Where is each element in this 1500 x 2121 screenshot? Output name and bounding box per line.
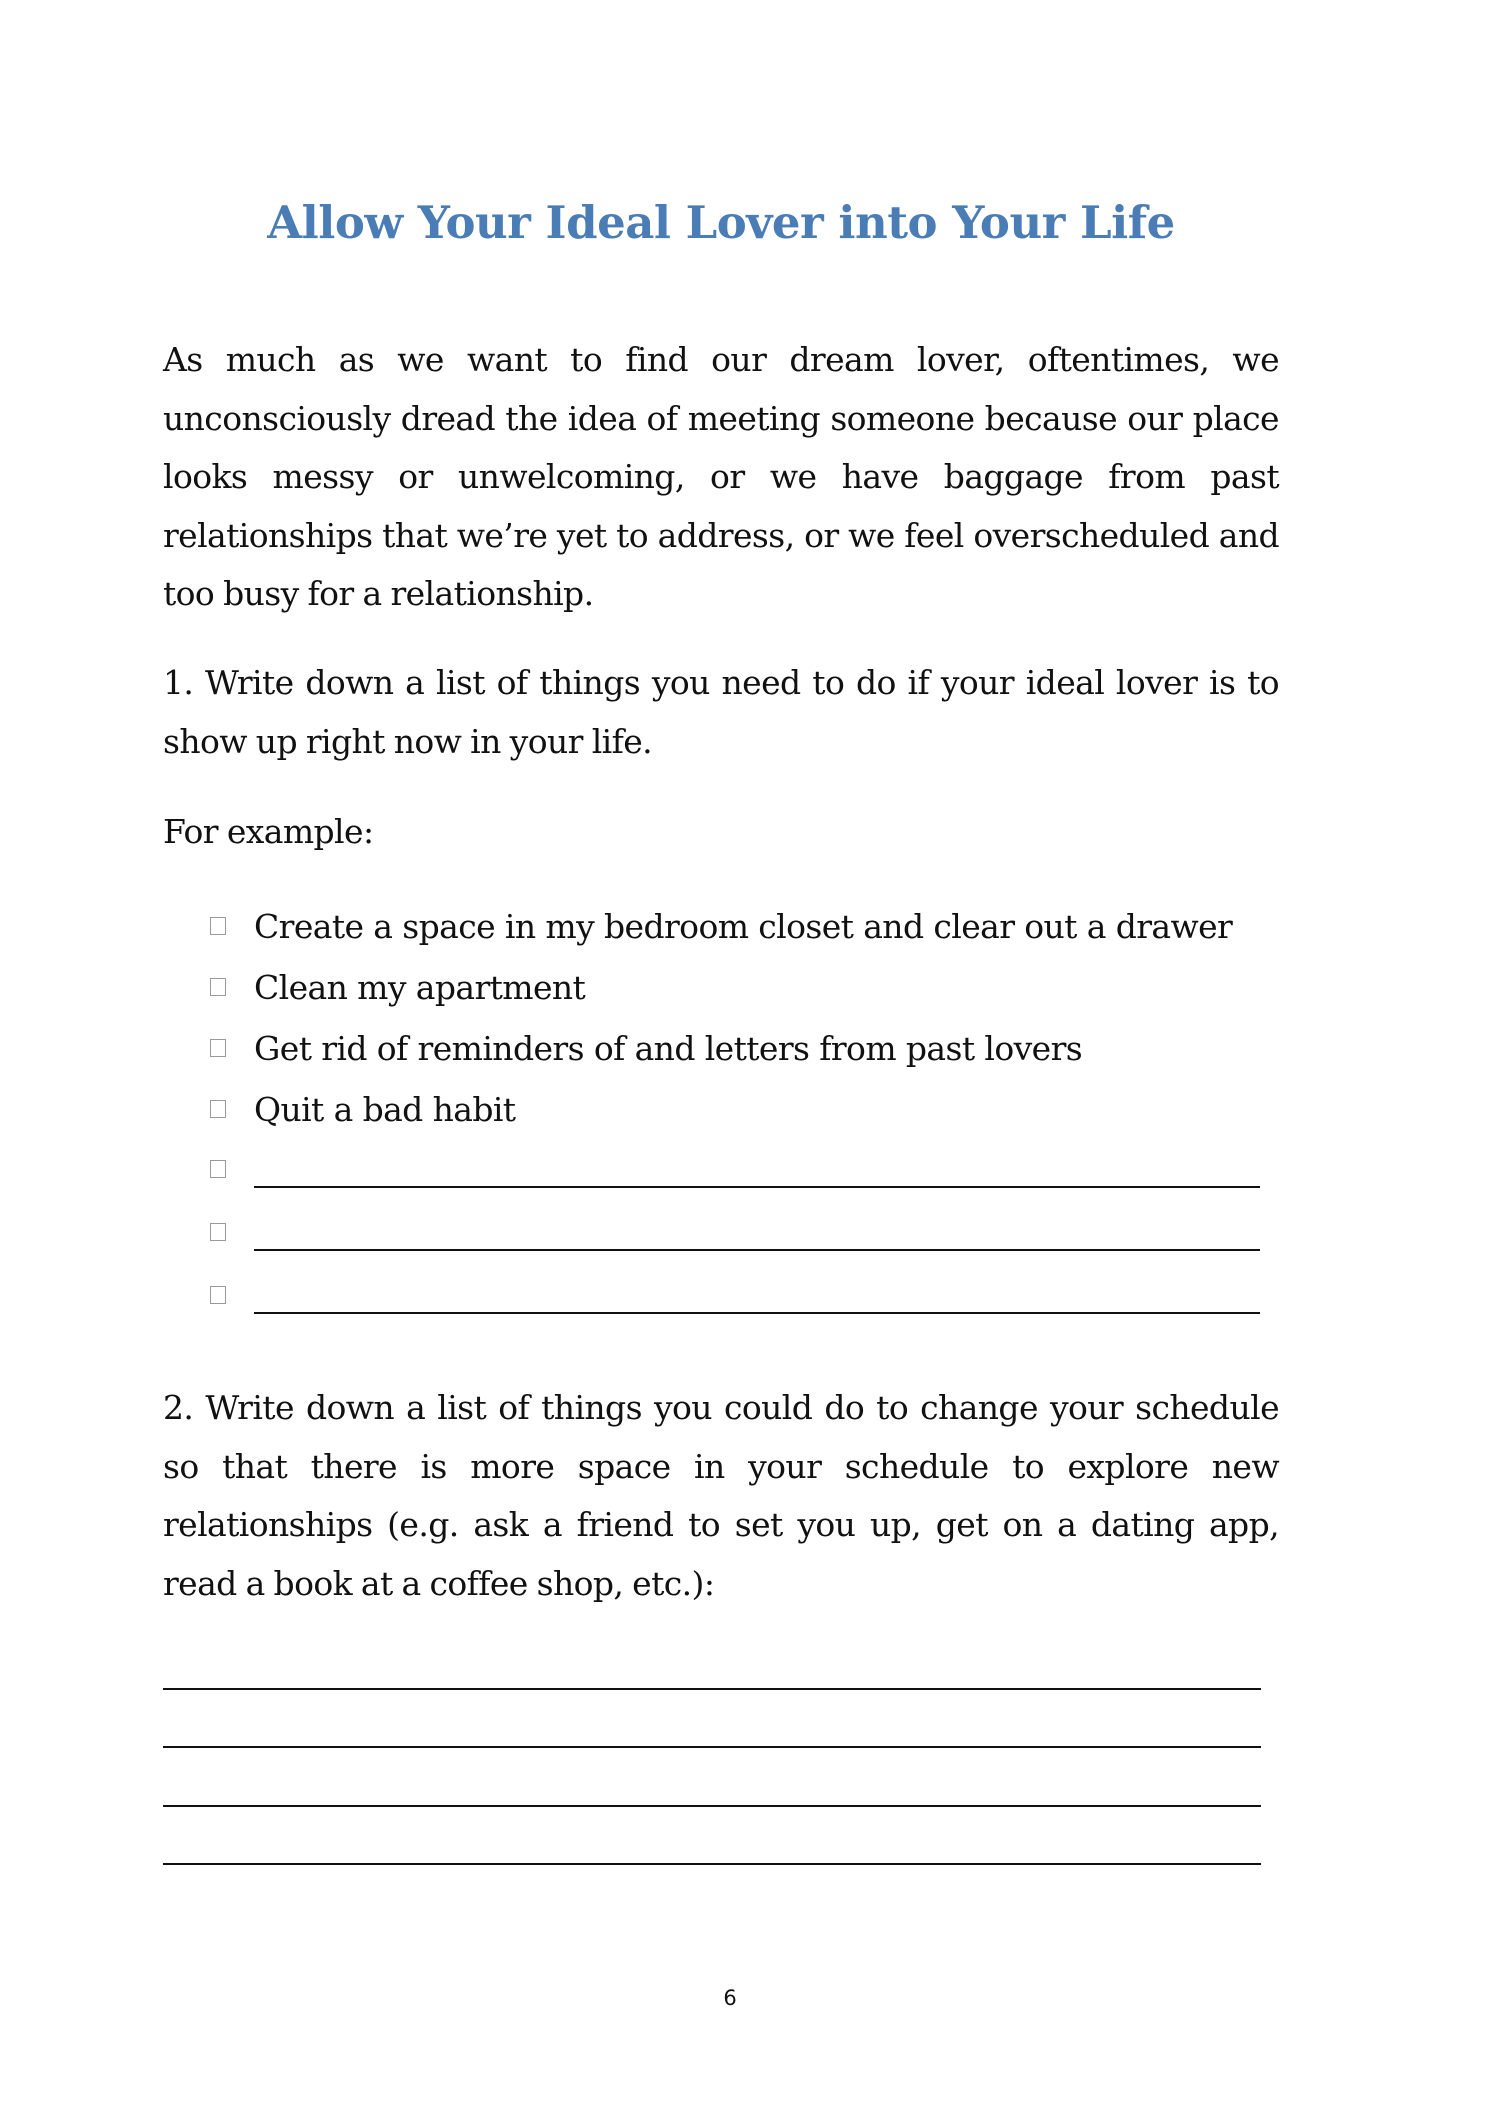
checklist-item bbox=[210, 1087, 515, 1131]
checklist-blank-item bbox=[210, 1147, 1260, 1191]
question-2: 2. Write down a list of things you could do to change your schedule so that there is more space in your schedule to explore new relationships (e.g. ask a friend to set you up, get on a dating app, read a book at a coffee shop, etc.): bbox=[163, 1388, 1279, 1603]
page-title: Allow Your Ideal Lover into Your Life bbox=[267, 196, 1175, 249]
checkbox-icon[interactable] bbox=[210, 1160, 226, 1178]
checklist-item bbox=[210, 965, 585, 1009]
answer-line[interactable] bbox=[163, 1863, 1261, 1865]
checklist-item-text: Create a space in my bedroom closet and clear out a drawer bbox=[254, 906, 1233, 946]
checklist-blank-item bbox=[210, 1273, 1260, 1317]
checkbox-icon[interactable] bbox=[210, 1100, 226, 1118]
page-number: 6 bbox=[723, 1986, 737, 2010]
question-1: 1. Write down a list of things you need to do if your ideal lover is to show up right now in your life. bbox=[163, 663, 1279, 761]
blank-answer-line[interactable] bbox=[254, 1186, 1260, 1188]
checkbox-icon[interactable] bbox=[210, 1223, 226, 1241]
checklist-item-text: Clean my apartment bbox=[254, 967, 586, 1007]
checkbox-icon[interactable] bbox=[210, 978, 226, 996]
checkbox-icon[interactable] bbox=[210, 1286, 226, 1304]
answer-line[interactable] bbox=[163, 1746, 1261, 1748]
answer-line[interactable] bbox=[163, 1688, 1261, 1690]
answer-line[interactable] bbox=[163, 1805, 1261, 1807]
checkbox-icon[interactable] bbox=[210, 917, 226, 935]
checklist-blank-item bbox=[210, 1210, 1260, 1254]
checkbox-icon[interactable] bbox=[210, 1039, 226, 1057]
example-label: For example: bbox=[163, 812, 374, 851]
intro-paragraph: As much as we want to find our dream lover, oftentimes, we unconsciously dread the idea of meeting someone because our place looks messy or unwelcoming, or we have baggage from past relationships that we’re yet to address, or we feel overscheduled and too busy for a relationship. bbox=[163, 340, 1279, 613]
blank-answer-line[interactable] bbox=[254, 1312, 1260, 1314]
checklist-item bbox=[210, 904, 1232, 948]
blank-answer-line[interactable] bbox=[254, 1249, 1260, 1251]
checklist-item-text: Get rid of reminders of and letters from past lovers bbox=[254, 1028, 1083, 1068]
checklist-item bbox=[210, 1026, 1082, 1070]
checklist-item-text: Quit a bad habit bbox=[254, 1089, 516, 1129]
